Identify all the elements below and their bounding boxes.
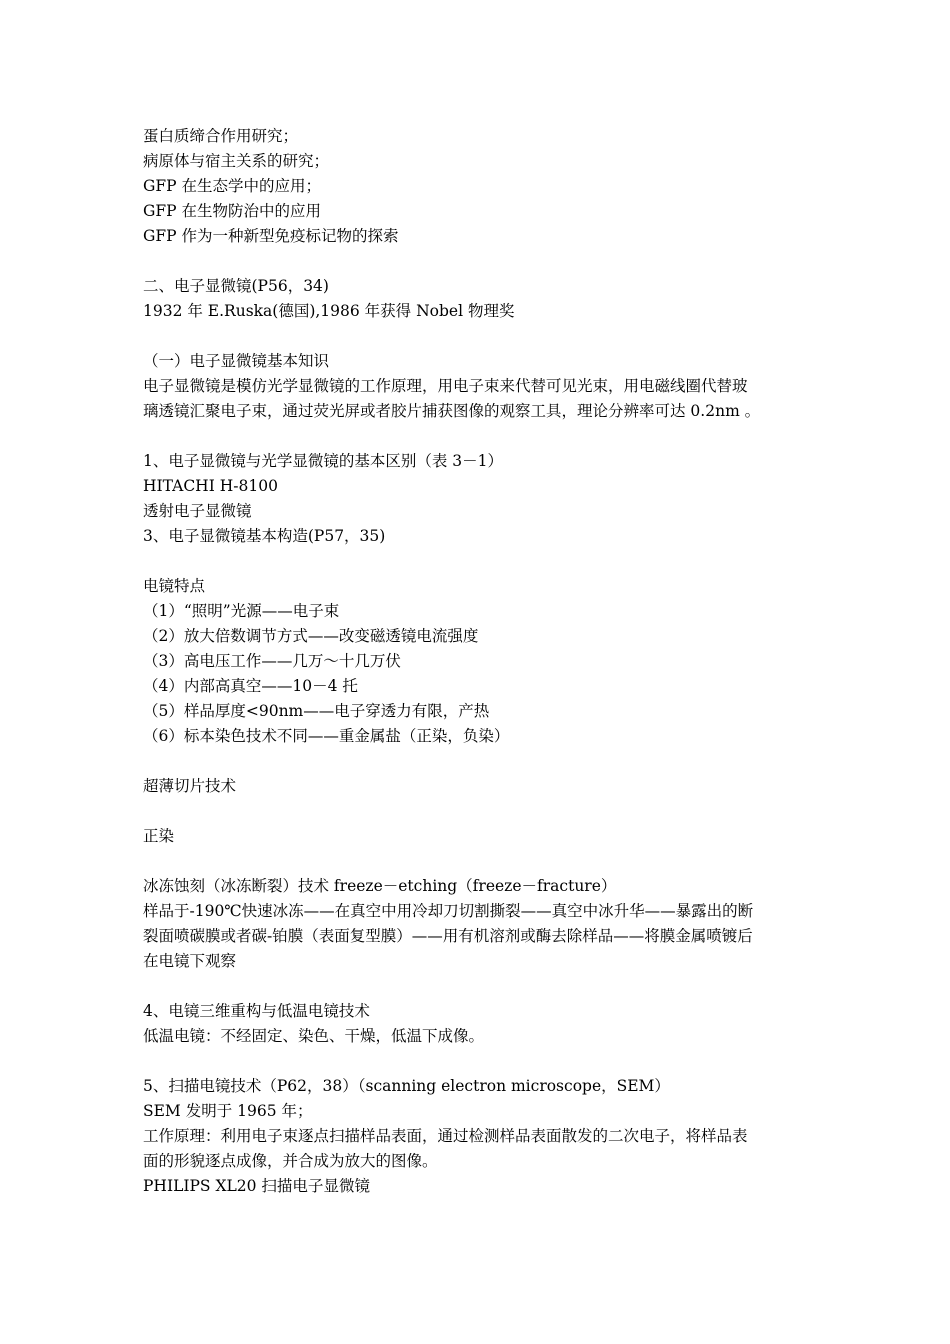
text-line: 面的形貌逐点成像，并合成为放大的图像。: [143, 1152, 438, 1170]
subsection-heading: （一）电子显微镜基本知识: [143, 352, 330, 370]
text-line: GFP 作为一种新型免疫标记物的探索: [143, 227, 399, 245]
text-line: 裂面喷碳膜或者碳-铂膜（表面复型膜）——用有机溶剂或酶去除样品——将膜金属喷镀后: [143, 927, 753, 945]
text-line: 正染: [143, 827, 175, 845]
text-line: 电子显微镜是模仿光学显微镜的工作原理，用电子束来代替可见光束，用电磁线圈代替玻: [143, 377, 748, 395]
text-line: HITACHI H-8100: [143, 477, 278, 495]
text-line: 璃透镜汇聚电子束，通过荧光屏或者胶片捕获图像的观察工具，理论分辨率可达 0.2nm 。: [143, 402, 761, 420]
blank-line: [143, 549, 811, 574]
list-item: （1）“照明”光源——电子束: [143, 602, 340, 620]
blank-line: [143, 424, 811, 449]
text-line: 1932 年 E.Ruska(德国),1986 年获得 Nobel 物理奖: [143, 302, 515, 320]
blank-line: [143, 849, 811, 874]
list-item: （5）样品厚度<90nm——电子穿透力有限，产热: [143, 702, 490, 720]
blank-line: [143, 749, 811, 774]
subsection-heading: 4、电镜三维重构与低温电镜技术: [143, 1002, 370, 1020]
subsection-heading: 1、电子显微镜与光学显微镜的基本区别（表 3－1）: [143, 452, 504, 470]
text-line: 冰冻蚀刻（冰冻断裂）技术 freeze－etching（freeze－fracture）: [143, 877, 617, 895]
text-line: 在电镜下观察: [143, 952, 237, 970]
text-line: 超薄切片技术: [143, 777, 237, 795]
section-heading: 二、电子显微镜(P56，34): [143, 277, 329, 295]
text-line: GFP 在生物防治中的应用: [143, 202, 321, 220]
text-line: PHILIPS XL20 扫描电子显微镜: [143, 1177, 370, 1195]
list-item: （3）高电压工作——几万～十几万伏: [143, 652, 401, 670]
text-line: SEM 发明于 1965 年；: [143, 1102, 313, 1120]
text-line: 低温电镜：不经固定、染色、干燥，低温下成像。: [143, 1027, 485, 1045]
blank-line: [143, 1049, 811, 1074]
blank-line: [143, 799, 811, 824]
text-line: 透射电子显微镜: [143, 502, 252, 520]
list-item: （2）放大倍数调节方式——改变磁透镜电流强度: [143, 627, 479, 645]
text-line: 样品于-190℃快速冰冻——在真空中用冷却刀切割撕裂——真空中冰升华——暴露出的断: [143, 902, 754, 920]
text-line: 工作原理：利用电子束逐点扫描样品表面，通过检测样品表面散发的二次电子，将样品表: [143, 1127, 748, 1145]
list-item: （4）内部高真空——10－4 托: [143, 677, 358, 695]
blank-line: [143, 974, 811, 999]
text-line: 电镜特点: [143, 577, 206, 595]
text-line: 病原体与宿主关系的研究；: [143, 152, 330, 170]
document-body: [143, 124, 811, 1199]
text-line: 蛋白质缔合作用研究；: [143, 127, 299, 145]
subsection-heading: 3、电子显微镜基本构造(P57，35): [143, 527, 386, 545]
blank-line: [143, 324, 811, 349]
subsection-heading: 5、扫描电镜技术（P62，38）（scanning electron microscope，SEM）: [143, 1077, 670, 1095]
text-line: GFP 在生态学中的应用；: [143, 177, 321, 195]
list-item: （6）标本染色技术不同——重金属盐（正染，负染）: [143, 727, 510, 745]
blank-line: [143, 249, 811, 274]
